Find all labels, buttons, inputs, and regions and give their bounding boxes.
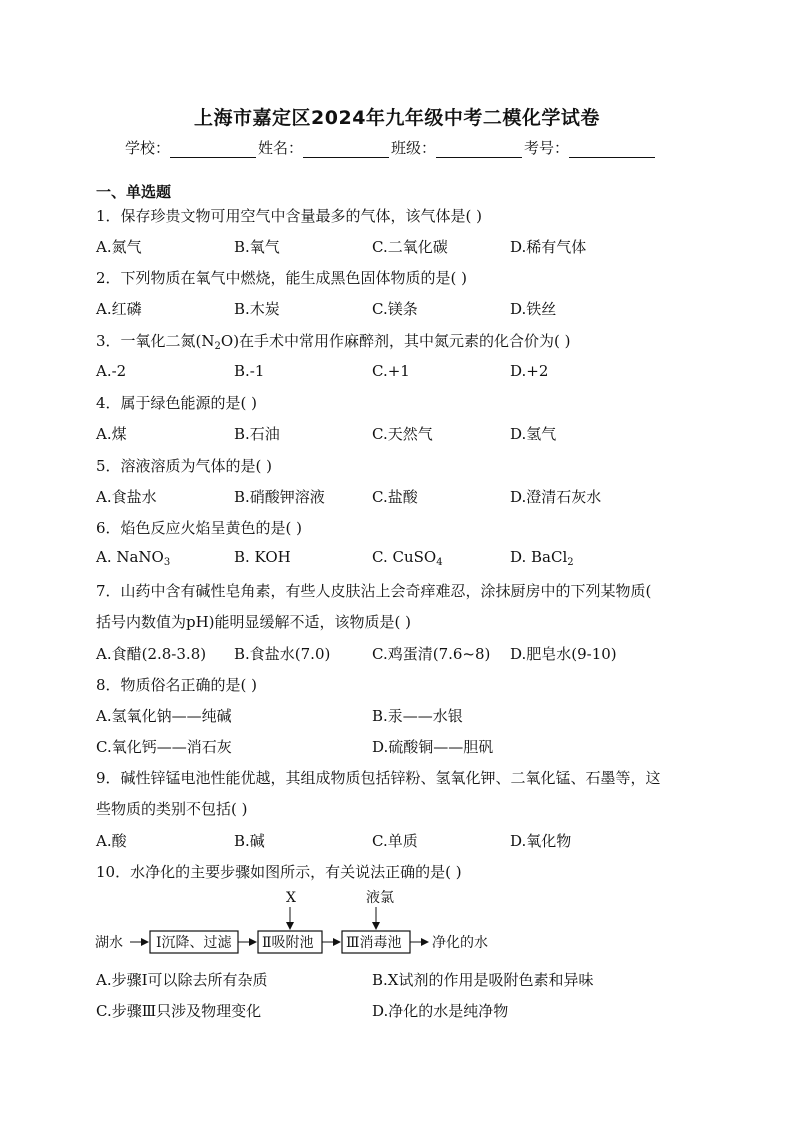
- q10-option-b: B.X试剂的作用是吸附色素和异味: [372, 971, 594, 989]
- q1-option-b: B.氧气: [234, 238, 280, 256]
- question-7-line-2: 括号内数值为pH)能明显缓解不适，该物质是( ): [96, 613, 412, 631]
- q5-option-b: B.硝酸钾溶液: [234, 488, 325, 506]
- q9-option-d: D.氧化物: [510, 832, 572, 850]
- q6-option-a: [96, 548, 170, 568]
- q10-option-c: C.步骤Ⅲ只涉及物理变化: [96, 1002, 262, 1020]
- question-6: 6．焰色反应火焰呈黄色的是( ): [96, 519, 303, 537]
- q4-option-c: C.天然气: [372, 425, 433, 443]
- q7-option-d: D.肥皂水(9-10): [510, 645, 617, 663]
- q6-c-formula: C. CuSO: [372, 548, 437, 566]
- q8-option-b: B.汞——水银: [372, 707, 463, 725]
- step2-label: Ⅱ吸附池: [262, 935, 314, 951]
- reagent-x-label: X: [286, 890, 296, 906]
- question-2: 2．下列物质在氧气中燃烧，能生成黑色固体物质的是( ): [96, 269, 468, 287]
- question-7-line-1: 7．山药中含有碱性皂角素，有些人皮肤沾上会奇痒难忍，涂抹厨房中的下列某物质(: [96, 582, 652, 600]
- q9-option-c: C.单质: [372, 832, 418, 850]
- question-9-line-1: 9．碱性锌锰电池性能优越，其组成物质包括锌粉、氢氧化钾、二氧化锰、石墨等，这: [96, 769, 661, 787]
- water-purification-diagram: [90, 885, 610, 965]
- q2-option-c: C.镁条: [372, 300, 418, 318]
- q3-stem-pre: 3．一氧化二氮(N: [96, 332, 215, 350]
- q3-stem-sub: 2: [214, 341, 221, 352]
- reagent-chlorine-label: 液氯: [366, 890, 394, 906]
- q1-option-a: A.氮气: [96, 238, 142, 256]
- question-10: 10．水净化的主要步骤如图所示，有关说法正确的是( ): [96, 863, 462, 881]
- q5-option-d: D.澄清石灰水: [510, 488, 602, 506]
- q6-a-subscript: 3: [163, 557, 171, 568]
- q1-option-d: D.稀有气体: [510, 238, 587, 256]
- q6-option-c: [372, 548, 443, 568]
- class-label: 班级：: [391, 139, 437, 157]
- q2-option-d: D.铁丝: [510, 300, 557, 318]
- number-blank[interactable]: [569, 141, 655, 158]
- q6-option-d: [510, 548, 574, 568]
- q5-option-a: A.食盐水: [96, 488, 157, 506]
- question-3: [96, 330, 571, 352]
- step3-label: Ⅲ消毒池: [346, 935, 402, 951]
- q4-option-a: A.煤: [96, 425, 127, 443]
- question-4: 4．属于绿色能源的是( ): [96, 394, 258, 412]
- q7-option-b: B.食盐水(7.0): [234, 645, 331, 663]
- step1-label: Ⅰ沉降、过滤: [156, 935, 232, 951]
- q5-option-c: C.盐酸: [372, 488, 418, 506]
- number-label: 考号：: [524, 139, 570, 157]
- q3-option-d: D.+2: [510, 362, 549, 380]
- q7-option-a: A.食醋(2.8-3.8): [96, 645, 207, 663]
- section-heading: 一、单选题: [96, 183, 172, 201]
- q3-option-a: A.-2: [96, 362, 127, 380]
- name-blank[interactable]: [303, 141, 389, 158]
- q6-c-subscript: 4: [436, 557, 443, 568]
- diagram-output-label: 净化的水: [432, 935, 488, 951]
- q8-option-a: A.氢氧化钠——纯碱: [96, 707, 232, 725]
- q4-option-b: B.石油: [234, 425, 280, 443]
- school-label: 学校：: [125, 139, 171, 157]
- q2-option-a: A.红磷: [96, 300, 142, 318]
- q3-option-c: C.+1: [372, 362, 410, 380]
- question-1: 1．保存珍贵文物可用空气中含量最多的气体，该气体是( ): [96, 207, 483, 225]
- class-blank[interactable]: [436, 141, 522, 158]
- school-blank[interactable]: [170, 141, 256, 158]
- q8-option-d: D.硫酸铜——胆矾: [372, 738, 494, 756]
- q9-option-a: A.酸: [96, 832, 127, 850]
- q4-option-d: D.氢气: [510, 425, 557, 443]
- question-9-line-2: 些物质的类别不包括( ): [96, 800, 248, 818]
- q6-d-subscript: 2: [567, 557, 574, 568]
- q2-option-b: B.木炭: [234, 300, 280, 318]
- student-info-line: [125, 137, 657, 158]
- q6-a-formula: A. NaNO: [96, 548, 164, 566]
- q6-option-b: B. KOH: [234, 548, 291, 566]
- q3-option-b: B.-1: [234, 362, 265, 380]
- q8-option-c: C.氧化钙——消石灰: [96, 738, 232, 756]
- question-5: 5．溶液溶质为气体的是( ): [96, 457, 273, 475]
- q7-option-c: C.鸡蛋清(7.6~8): [372, 645, 491, 663]
- q1-option-c: C.二氧化碳: [372, 238, 448, 256]
- q6-d-formula: D. BaCl: [510, 548, 568, 566]
- page-title: 上海市嘉定区2024年九年级中考二模化学试卷: [194, 107, 600, 129]
- q10-option-d: D.净化的水是纯净物: [372, 1002, 509, 1020]
- question-8: 8．物质俗名正确的是( ): [96, 676, 258, 694]
- diagram-input-label: 湖水: [95, 935, 123, 951]
- q10-option-a: A.步骤Ⅰ可以除去所有杂质: [96, 971, 268, 989]
- q9-option-b: B.碱: [234, 832, 265, 850]
- q3-stem-post: O)在手术中常用作麻醉剂，其中氮元素的化合价为( ): [220, 332, 571, 350]
- name-label: 姓名：: [258, 139, 304, 157]
